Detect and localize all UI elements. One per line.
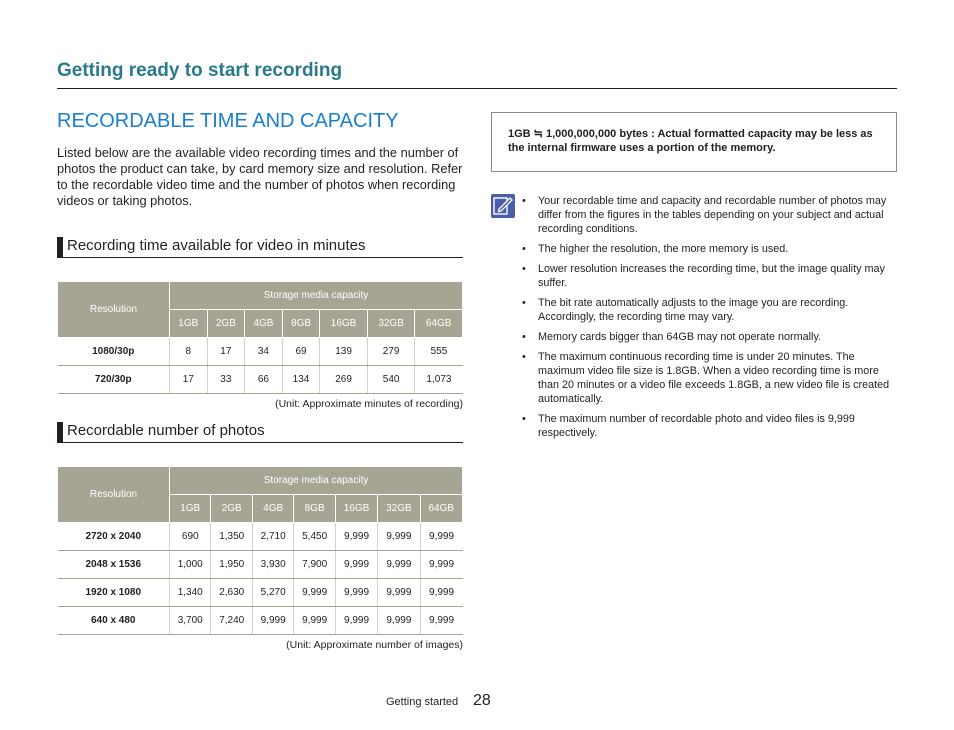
capacity-col-header: 1GB <box>170 310 208 338</box>
table-cell: 69 <box>282 338 320 366</box>
table-cell: 3,700 <box>170 607 211 635</box>
video-time-table <box>57 281 463 394</box>
photo-table-heading-text: Recordable number of photos <box>67 422 265 439</box>
intro-paragraph: Listed below are the available video recording times and the number of photos the product can take, by card memory size and resolution. Refer to the recordable video time and the number of photos when recording videos or taking photos. <box>57 145 463 208</box>
table-cell: 2,630 <box>211 579 252 607</box>
capacity-col-header: 4GB <box>245 310 283 338</box>
table-cell: 9,999 <box>378 551 420 579</box>
capacity-col-header: 32GB <box>378 495 420 523</box>
row-label: 1080/30p <box>58 338 170 366</box>
table-row <box>58 366 463 394</box>
table-cell: 5,450 <box>294 523 335 551</box>
table-cell: 9,999 <box>378 607 420 635</box>
table-cell: 34 <box>245 338 283 366</box>
page-number: 28 <box>473 692 491 709</box>
header-divider <box>57 88 897 89</box>
list-item: • Your recordable time and capacity and recordable number of photos may differ from the figures in the tables depending on your subject and actual recording conditions. <box>522 194 894 236</box>
heading-bar <box>57 422 63 442</box>
table-cell: 269 <box>320 366 368 394</box>
capacity-col-header: 8GB <box>282 310 320 338</box>
table-cell: 9,999 <box>335 607 377 635</box>
capacity-col-header: 2GB <box>211 495 252 523</box>
table-cell: 7,240 <box>211 607 252 635</box>
table-cell: 17 <box>207 338 245 366</box>
capacity-col-header: 64GB <box>420 495 462 523</box>
table-cell: 9,999 <box>335 579 377 607</box>
table-row <box>58 607 463 635</box>
row-label: 640 x 480 <box>58 607 170 635</box>
list-item: • Lower resolution increases the recording time, but the image quality may suffer. <box>522 262 894 290</box>
table-cell: 9,999 <box>252 607 293 635</box>
capacity-col-header: 8GB <box>294 495 335 523</box>
photo-table-heading <box>57 421 463 443</box>
table-cell: 134 <box>282 366 320 394</box>
table-cell: 2,710 <box>252 523 293 551</box>
capacity-col-header: 16GB <box>320 310 368 338</box>
footer-section-label: Getting started <box>386 696 459 708</box>
row-label: 2048 x 1536 <box>58 551 170 579</box>
table-cell: 66 <box>245 366 283 394</box>
capacity-header: Storage media capacity <box>170 467 463 495</box>
table-cell: 9,999 <box>420 579 462 607</box>
table-cell: 1,950 <box>211 551 252 579</box>
photo-count-table <box>57 466 463 635</box>
table-cell: 279 <box>367 338 415 366</box>
video-table-heading-text: Recording time available for video in minutes <box>67 237 366 254</box>
section-title: RECORDABLE TIME AND CAPACITY <box>57 110 399 132</box>
capacity-col-header: 64GB <box>415 310 463 338</box>
table-cell: 9,999 <box>335 523 377 551</box>
table-row <box>58 579 463 607</box>
table-cell: 5,270 <box>252 579 293 607</box>
resolution-header: Resolution <box>58 467 170 523</box>
table-cell: 9,999 <box>294 579 335 607</box>
table-cell: 9,999 <box>378 579 420 607</box>
video-table-unit: (Unit: Approximate minutes of recording) <box>275 398 463 410</box>
chapter-title: Getting ready to start recording <box>57 60 343 81</box>
table-cell: 17 <box>170 366 208 394</box>
list-item: • The maximum number of recordable photo and video files is 9,999 respectively. <box>522 412 894 440</box>
table-cell: 9,999 <box>420 607 462 635</box>
table-cell: 9,999 <box>378 523 420 551</box>
table-cell: 690 <box>170 523 211 551</box>
table-cell: 7,900 <box>294 551 335 579</box>
row-label: 1920 x 1080 <box>58 579 170 607</box>
capacity-col-header: 2GB <box>207 310 245 338</box>
table-cell: 9,999 <box>335 551 377 579</box>
heading-bar <box>57 237 63 257</box>
note-pencil-icon <box>491 194 515 218</box>
table-cell: 139 <box>320 338 368 366</box>
video-table-heading <box>57 236 463 258</box>
list-item: • Memory cards bigger than 64GB may not operate normally. <box>522 330 894 344</box>
table-cell: 9,999 <box>420 551 462 579</box>
table-cell: 33 <box>207 366 245 394</box>
photo-table-unit: (Unit: Approximate number of images) <box>286 639 463 651</box>
table-row <box>58 523 463 551</box>
table-cell: 1,000 <box>170 551 211 579</box>
capacity-header: Storage media capacity <box>170 282 463 310</box>
table-row <box>58 551 463 579</box>
table-cell: 1,073 <box>415 366 463 394</box>
capacity-col-header: 4GB <box>252 495 293 523</box>
table-cell: 9,999 <box>294 607 335 635</box>
capacity-note-box: 1GB ≒ 1,000,000,000 bytes : Actual formatted capacity may be less as the internal firmware uses a portion of the memory. <box>491 112 897 172</box>
list-item: • The bit rate automatically adjusts to the image you are recording. Accordingly, the recording time may vary. <box>522 296 894 324</box>
capacity-col-header: 1GB <box>170 495 211 523</box>
list-item: • The higher the resolution, the more memory is used. <box>522 242 894 256</box>
table-cell: 1,350 <box>211 523 252 551</box>
table-cell: 9,999 <box>420 523 462 551</box>
table-cell: 8 <box>170 338 208 366</box>
capacity-col-header: 32GB <box>367 310 415 338</box>
capacity-col-header: 16GB <box>335 495 377 523</box>
resolution-header: Resolution <box>58 282 170 338</box>
list-item: • The maximum continuous recording time is under 20 minutes. The maximum video file size is 1.8GB. When a video recording time is more than 20 minutes or a video file exceeds 1.8GB, a new video file is created automatically. <box>522 350 894 406</box>
table-cell: 540 <box>367 366 415 394</box>
row-label: 2720 x 2040 <box>58 523 170 551</box>
table-cell: 1,340 <box>170 579 211 607</box>
notes-list <box>522 194 894 446</box>
table-cell: 555 <box>415 338 463 366</box>
table-row <box>58 338 463 366</box>
row-label: 720/30p <box>58 366 170 394</box>
table-cell: 3,930 <box>252 551 293 579</box>
